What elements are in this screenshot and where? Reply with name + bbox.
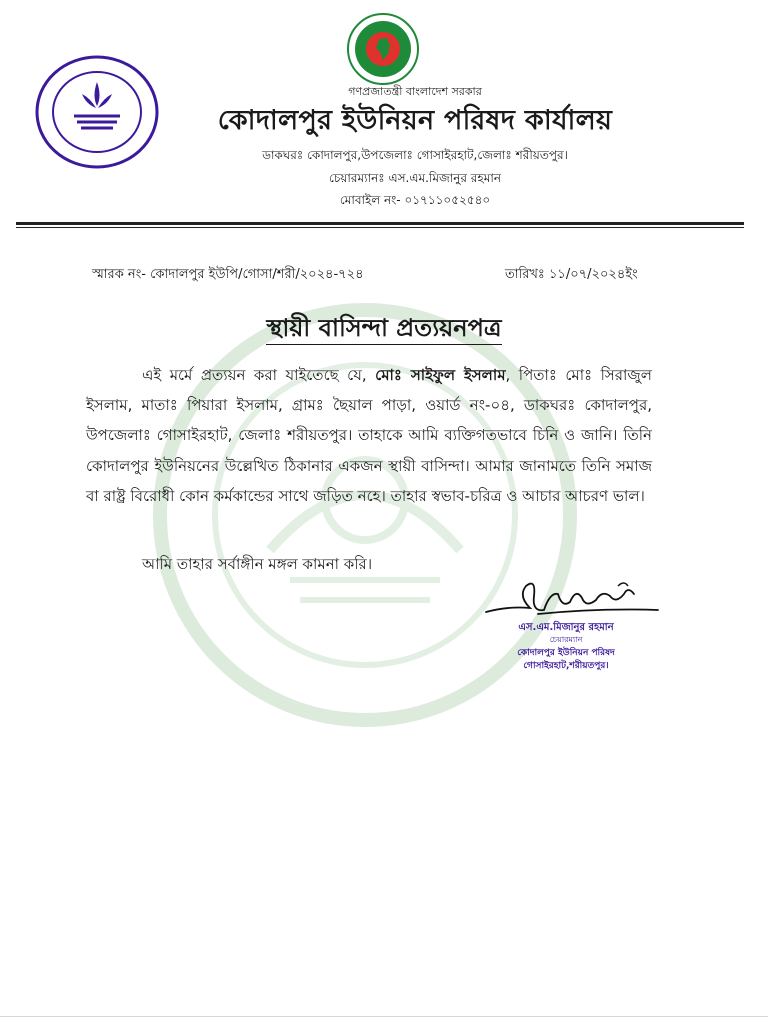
government-line: গণপ্রজাতন্ত্রী বাংলাদেশ সরকার — [348, 85, 482, 98]
stamp-designation: চেয়ারম্যান — [549, 635, 583, 644]
office-address: ডাকঘরঃ কোদালপুর,উপজেলাঃ গোসাইরহাট,জেলাঃ শরীয়তপুর। — [262, 148, 568, 162]
header-divider-thin — [16, 227, 744, 228]
memo-date: তারিখঃ ১১/০৭/২০২৪ইং — [505, 267, 638, 282]
person-name: মোঃ সাইফুল ইসলাম — [375, 366, 506, 384]
closing-line: আমি তাহার সর্বাঙ্গীন মঙ্গল কামনা করি। — [142, 555, 373, 573]
stamp-name: এস.এম.মিজানুর রহমান — [518, 622, 614, 633]
office-title: কোদালপুর ইউনিয়ন পরিষদ কার্যালয় — [217, 105, 613, 136]
stamp-location: গোসাইরহাট,শরীয়তপুর। — [523, 661, 609, 671]
certificate-body — [86, 360, 652, 511]
header-divider — [16, 222, 744, 225]
body-rest: , পিতাঃ মোঃ সিরাজুল ইসলাম, মাতাঃ পিয়ারা ইসলাম, গ্রামঃ ছৈয়াল পাড়া, ওয়ার্ড নং-০৪, ডাকঘরঃ কোদালপুর, উপজেলাঃ গোসাইরহাট, জেলাঃ শরীয়তপুর। তাহাকে আমি ব্যক্তিগতভাবে চিনি ও জানি। তিনি কোদালপুর ইউনিয়নের উল্লেখিত ঠিকানার একজন স্থায়ী বাসিন্দা। আমার জানামতে তিনি সমাজ বা রাষ্ট্র বিরোধী কোন কর্মকান্ডের সাথে জড়িত নহে। তাহার স্বভাব-চরিত্র ও আচার আচরণ ভাল। — [86, 366, 652, 505]
mobile-line: মোবাইল নং- ০১৭১১০৫২৫৪০ — [339, 193, 491, 207]
memo-number: স্মারক নং- কোদালপুর ইউপি/গোসা/শরী/২০২৪-৭২৪ — [92, 267, 364, 282]
certificate-title: স্থায়ী বাসিন্দা প্রত্যয়নপত্র — [266, 314, 501, 345]
government-seal-icon — [346, 12, 420, 86]
body-intro: এই মর্মে প্রত্যয়ন করা যাইতেছে যে, — [142, 366, 367, 384]
page-bottom-edge — [0, 1016, 768, 1017]
certificate-title-wrap — [0, 310, 768, 350]
signature — [478, 572, 664, 624]
stamp-office: কোদালপুর ইউনিয়ন পরিষদ — [517, 648, 615, 658]
chairman-line: চেয়ারম্যানঃ এস.এম.মিজানুর রহমান — [328, 171, 502, 185]
